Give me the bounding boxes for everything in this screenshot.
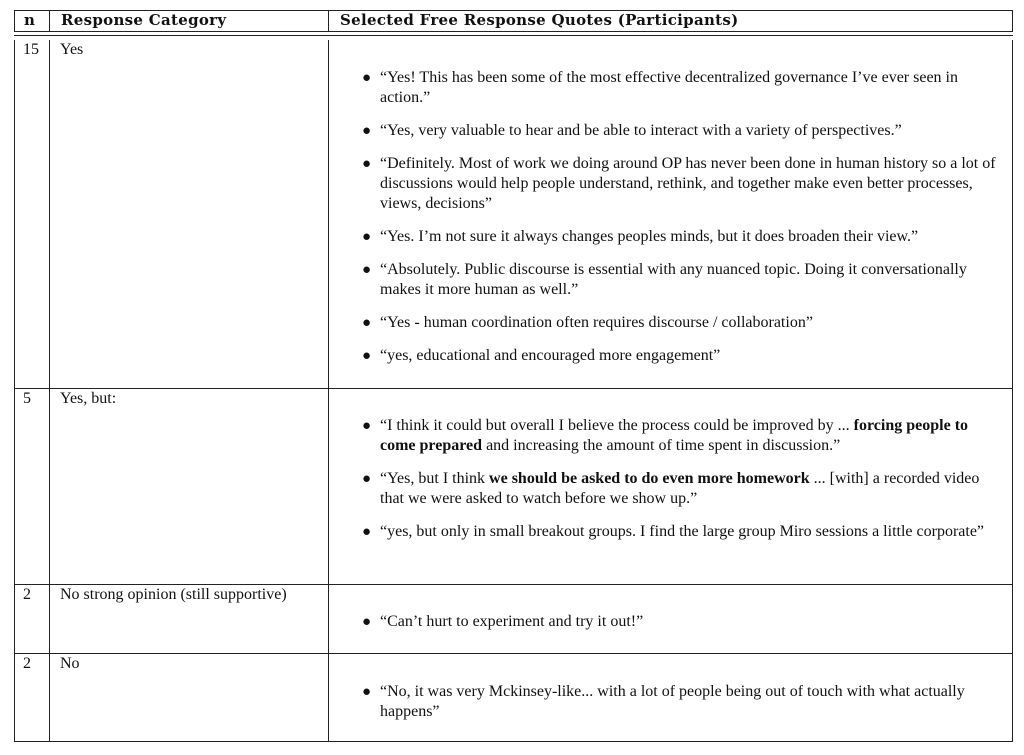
quote-text: “Yes, but I think [380, 470, 490, 487]
quote-list [360, 682, 1004, 722]
row-divider [14, 653, 1013, 654]
quote-text: “Yes, very valuable to hear and be able to interact with a variety of perspectives.” [380, 122, 902, 139]
quote-text: “I think it could but overall I believe the process could be improved by ... [380, 417, 854, 434]
quote-text: ... [with] a recorded video that we were asked to watch before we show up.” [380, 470, 980, 507]
bullet-icon: ● [362, 418, 372, 434]
quote-item [360, 313, 1004, 333]
row-count: 15 [23, 41, 39, 58]
row-divider [14, 584, 1013, 585]
col-border-right [1012, 10, 1013, 32]
quote-list [360, 416, 1004, 542]
col-border-right [1012, 40, 1013, 742]
quote-item [360, 682, 1004, 722]
col-border-n [49, 40, 50, 742]
col-border-left [14, 10, 15, 32]
quote-text: “Yes! This has been some of the most effective decentralized governance I’ve ever seen in action.” [380, 69, 958, 106]
bullet-icon: ● [362, 123, 372, 139]
bullet-icon: ● [362, 524, 372, 540]
quote-item [360, 227, 1004, 247]
quote-text: “Can’t hurt to experiment and try it out!” [380, 613, 644, 630]
quote-item [360, 346, 1004, 366]
col-border-category [328, 40, 329, 742]
row-count: 2 [23, 586, 31, 603]
header-bottom-rule [14, 31, 1013, 32]
quote-text: “Definitely. Most of work we doing around OP has never been done in human history so a lot of discussions would help people understand, rethink, and together make even better processes, views, decisions” [380, 155, 996, 212]
header-n: n [24, 11, 36, 29]
quote-item [360, 416, 1004, 456]
quote-emphasis: forcing people to come prepared [380, 417, 969, 454]
bullet-icon: ● [362, 614, 372, 630]
header-response-category: Response Category [61, 11, 227, 29]
bullet-icon: ● [362, 348, 372, 364]
quote-list [360, 68, 1004, 366]
col-border-category [328, 10, 329, 32]
quote-emphasis: we should be asked to do even more homework [489, 470, 810, 487]
row-count: 2 [23, 655, 31, 672]
quote-item [360, 154, 1004, 214]
header-double-rule [14, 35, 1013, 36]
row-divider [14, 388, 1013, 389]
quote-list [360, 612, 1004, 632]
quote-text: “yes, but only in small breakout groups. I find the large group Miro sessions a little corporate” [380, 523, 985, 540]
row-count: 5 [23, 390, 31, 407]
quote-item [360, 612, 1004, 632]
quote-text: “yes, educational and encouraged more engagement” [380, 347, 721, 364]
quote-item [360, 522, 1004, 542]
bullet-icon: ● [362, 156, 372, 172]
bullet-icon: ● [362, 684, 372, 700]
quote-text: “Absolutely. Public discourse is essential with any nuanced topic. Doing it conversationally makes it more human as well.” [380, 261, 967, 298]
bullet-icon: ● [362, 315, 372, 331]
quote-text: “No, it was very Mckinsey-like... with a lot of people being out of touch with what actually happens” [380, 683, 965, 720]
row-category: No strong opinion (still supportive) [60, 586, 287, 603]
bullet-icon: ● [362, 471, 372, 487]
col-border-n [49, 10, 50, 32]
bullet-icon: ● [362, 262, 372, 278]
quote-item [360, 68, 1004, 108]
quote-item [360, 260, 1004, 300]
row-category: No [60, 655, 80, 672]
col-border-left [14, 40, 15, 742]
header-quotes: Selected Free Response Quotes (Participants) [340, 11, 739, 29]
quote-item [360, 469, 1004, 509]
quote-text: “Yes - human coordination often requires discourse / collaboration” [380, 314, 813, 331]
quote-item [360, 121, 1004, 141]
row-category: Yes [60, 41, 84, 58]
row-category: Yes, but: [60, 390, 117, 407]
bullet-icon: ● [362, 70, 372, 86]
table-bottom-rule [14, 741, 1013, 742]
bullet-icon: ● [362, 229, 372, 245]
quote-text: and increasing the amount of time spent in discussion.” [482, 437, 841, 454]
quote-text: “Yes. I’m not sure it always changes peoples minds, but it does broaden their view.” [380, 228, 919, 245]
